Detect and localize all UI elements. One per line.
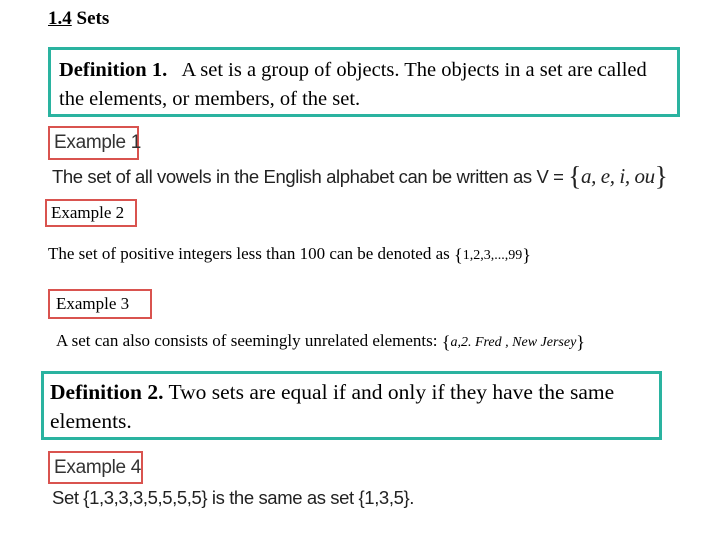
example-4-line <box>52 487 414 509</box>
example-2-set-open: { <box>454 245 463 265</box>
example-4-label: Example 4 <box>54 457 142 478</box>
example-3-text: A set can also consists of seemingly unrelated elements: <box>56 331 442 350</box>
example-4-label-box <box>48 451 143 484</box>
example-3-line <box>56 331 585 353</box>
example-1-text: The set of all vowels in the English alphabet can be written as V = <box>52 166 569 187</box>
definition-2-text: Two sets are equal if and only if they have the same elements. <box>50 380 615 433</box>
definition-1-text: A set is a group of objects. The objects in a set are called the elements, or members, of the set. <box>59 59 647 110</box>
definition-1-box <box>48 47 680 117</box>
definition-2-label: Definition 2. <box>50 380 164 404</box>
example-2-set: 1,2,3,...,99 <box>462 248 523 263</box>
example-3-label-box <box>48 289 152 319</box>
section-title: Sets <box>76 8 110 29</box>
example-3-set-open: { <box>441 332 451 352</box>
example-3-set: a,2. Fred , New Jersey <box>450 335 577 350</box>
example-1-set-close: } <box>654 161 668 191</box>
section-number: 1.4 <box>48 8 72 29</box>
example-1-set: a, e, i, ou <box>581 164 655 188</box>
example-2-text: The set of positive integers less than 100 can be denoted as <box>48 244 454 263</box>
example-1-label: Example 1 <box>54 132 142 153</box>
example-2-label-box <box>45 199 137 227</box>
definition-1-label: Definition 1. <box>59 59 168 81</box>
example-3-label: Example 3 <box>56 294 130 313</box>
section-heading <box>48 8 109 30</box>
example-2-set-close: } <box>522 245 531 265</box>
example-1-label-box <box>48 126 142 160</box>
example-4-text: Set {1,3,3,3,5,5,5,5} is the same as set {1,3,5}. <box>52 487 414 508</box>
example-2-line <box>48 244 531 266</box>
example-2-label: Example 2 <box>51 203 125 222</box>
example-1-set-open: { <box>568 161 581 191</box>
example-1-line <box>52 161 667 192</box>
definition-2-box <box>41 371 662 440</box>
example-3-set-close: } <box>576 332 586 352</box>
